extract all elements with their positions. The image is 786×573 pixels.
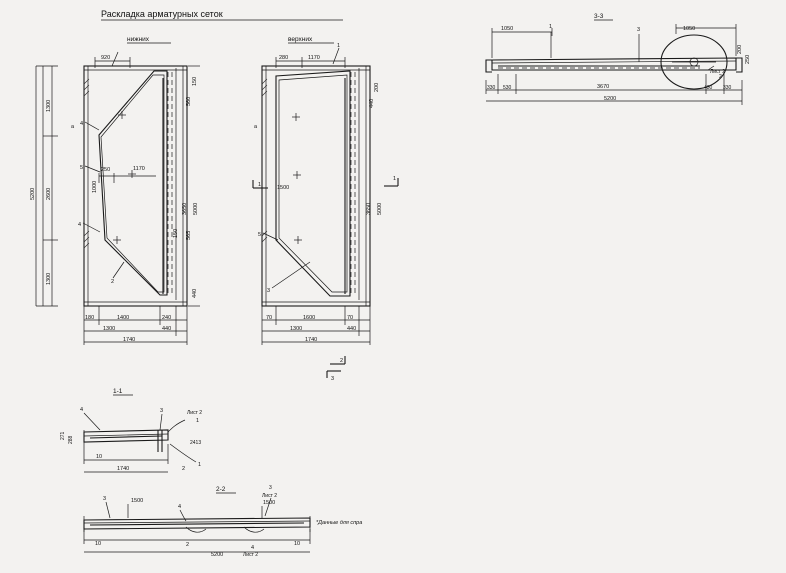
dim-440-bot: 440 bbox=[162, 326, 172, 332]
dim-1300-up: 1300 bbox=[290, 326, 303, 332]
dim-180: 180 bbox=[85, 315, 95, 321]
dim-1000: 1000 bbox=[92, 180, 98, 193]
sheet-note-sec33: Лист 2 bbox=[710, 69, 726, 75]
mark-2-sec22: 2 bbox=[186, 542, 190, 548]
dim-280: 280 bbox=[279, 55, 289, 61]
dim-10-sec22b: 10 bbox=[294, 541, 301, 547]
dim-10-sec22a: 10 bbox=[95, 541, 102, 547]
mark-3-upper: 3 bbox=[267, 288, 271, 294]
reference-note: *Данные для спра bbox=[316, 520, 363, 526]
dim-530: 530 bbox=[503, 85, 512, 91]
dim-440: 440 bbox=[192, 288, 198, 298]
dim-3650-up: 3650 bbox=[366, 202, 372, 215]
mark-4-sec22: 4 bbox=[178, 504, 182, 510]
mark-2-sec33: 2 bbox=[719, 74, 722, 80]
dim-top-920: 920 bbox=[101, 55, 111, 61]
mark-4-sec11: 4 bbox=[80, 407, 84, 413]
section-3-mark: 3 bbox=[331, 376, 335, 382]
dim-240: 240 bbox=[162, 315, 172, 321]
mark-a-upper: a bbox=[254, 124, 258, 130]
dim-left-1300a: 1300 bbox=[46, 99, 52, 112]
dim-1050-b: 1050 bbox=[683, 26, 696, 32]
view-label-lower: нижних bbox=[127, 36, 150, 43]
mark-3-sec33: 3 bbox=[637, 27, 641, 33]
dim-1740-up: 1740 bbox=[305, 337, 318, 343]
dim-430: 430 bbox=[704, 85, 713, 91]
dim-70a: 70 bbox=[266, 315, 273, 321]
dim-440-up: 440 bbox=[347, 326, 357, 332]
mark-1-sec33: 1 bbox=[549, 24, 553, 30]
dim-200-sec33: 200 bbox=[737, 44, 743, 54]
dim-330-a: 330 bbox=[487, 85, 496, 91]
section-1-mark-right: 1 bbox=[393, 176, 397, 182]
sheet-note-sec22: Лист 2 bbox=[243, 552, 259, 558]
sheet-note-sec11: Лист 2 bbox=[187, 410, 203, 416]
section-2-mark-a: 2 bbox=[340, 358, 344, 364]
dim-10-sec11a: 10 bbox=[96, 454, 103, 460]
dim-1050-a: 1050 bbox=[501, 26, 514, 32]
mark-5-lower: 5 bbox=[80, 165, 84, 171]
dim-left-2600: 2600 bbox=[46, 187, 52, 200]
mark-5-upper: 5 bbox=[258, 232, 262, 238]
dim-560: 560 bbox=[186, 96, 192, 106]
dim-150b: 150 bbox=[173, 228, 179, 238]
dim-271: 271 bbox=[60, 431, 66, 440]
dim-150: 150 bbox=[192, 76, 198, 86]
dim-70b: 70 bbox=[347, 315, 354, 321]
dim-1740-sec11: 1740 bbox=[117, 466, 130, 472]
mark-3b-sec22: 3 bbox=[103, 496, 107, 502]
dim-5000-up: 5000 bbox=[377, 202, 383, 215]
dim-288: 288 bbox=[68, 435, 74, 444]
dim-left-5200: 5200 bbox=[30, 187, 36, 200]
mark-2-lower: 2 bbox=[111, 279, 115, 285]
dim-1500-b-sec22: 1500 bbox=[263, 500, 276, 506]
dim-5200-sec22: 5200 bbox=[211, 552, 224, 558]
section-33-title: 3-3 bbox=[594, 13, 604, 20]
dim-250-sec33: 250 bbox=[745, 54, 751, 64]
mark-4b-sec22: 4 bbox=[251, 545, 255, 551]
mark-3-sec22: 3 bbox=[269, 485, 272, 491]
dim-3670: 3670 bbox=[597, 84, 610, 90]
dim-1400: 1400 bbox=[117, 315, 130, 321]
dim-5200-sec33: 5200 bbox=[604, 96, 617, 102]
dim-1600: 1600 bbox=[303, 315, 316, 321]
section-11-title: 1-1 bbox=[113, 388, 123, 395]
dim-330-b: 330 bbox=[723, 85, 732, 91]
dim-1170-up: 1170 bbox=[308, 55, 320, 61]
dim-left-1300b: 1300 bbox=[46, 272, 52, 285]
mark-4-lower: 4 bbox=[80, 121, 84, 127]
sheet-note-sec22-top: Лист 2 bbox=[262, 493, 278, 499]
dim-1500-a-sec22: 1500 bbox=[131, 498, 144, 504]
mark-a-lower: a bbox=[71, 124, 75, 130]
section-22-title: 2-2 bbox=[216, 486, 226, 493]
mark-3-sec11: 3 bbox=[160, 408, 164, 414]
dim-3650: 3650 bbox=[182, 202, 188, 215]
dim-565: 565 bbox=[186, 230, 192, 240]
view-label-upper: верхних bbox=[288, 36, 313, 43]
dim-200-up: 200 bbox=[374, 82, 380, 92]
mark-1-upper: 1 bbox=[337, 43, 341, 49]
dim-2413: 2413 bbox=[190, 440, 202, 446]
dim-1170: 1170 bbox=[133, 166, 145, 172]
drawing-title: Раскладка арматурных сеток bbox=[101, 9, 223, 19]
dim-250: 250 bbox=[101, 167, 111, 173]
mark-4b-lower: 4 bbox=[78, 222, 82, 228]
mark-1-sec11: 1 bbox=[196, 418, 200, 424]
section-1-mark-left: 1 bbox=[258, 182, 262, 188]
dim-1500-up: 1500 bbox=[277, 185, 290, 191]
dim-1300-bot: 1300 bbox=[103, 326, 116, 332]
dim-5000: 5000 bbox=[193, 202, 199, 215]
mark-2-sec11: 2 bbox=[182, 466, 186, 472]
mark-1b-sec11: 1 bbox=[198, 462, 202, 468]
dim-upper-r1: 440 bbox=[369, 98, 375, 108]
dim-1740: 1740 bbox=[123, 337, 136, 343]
